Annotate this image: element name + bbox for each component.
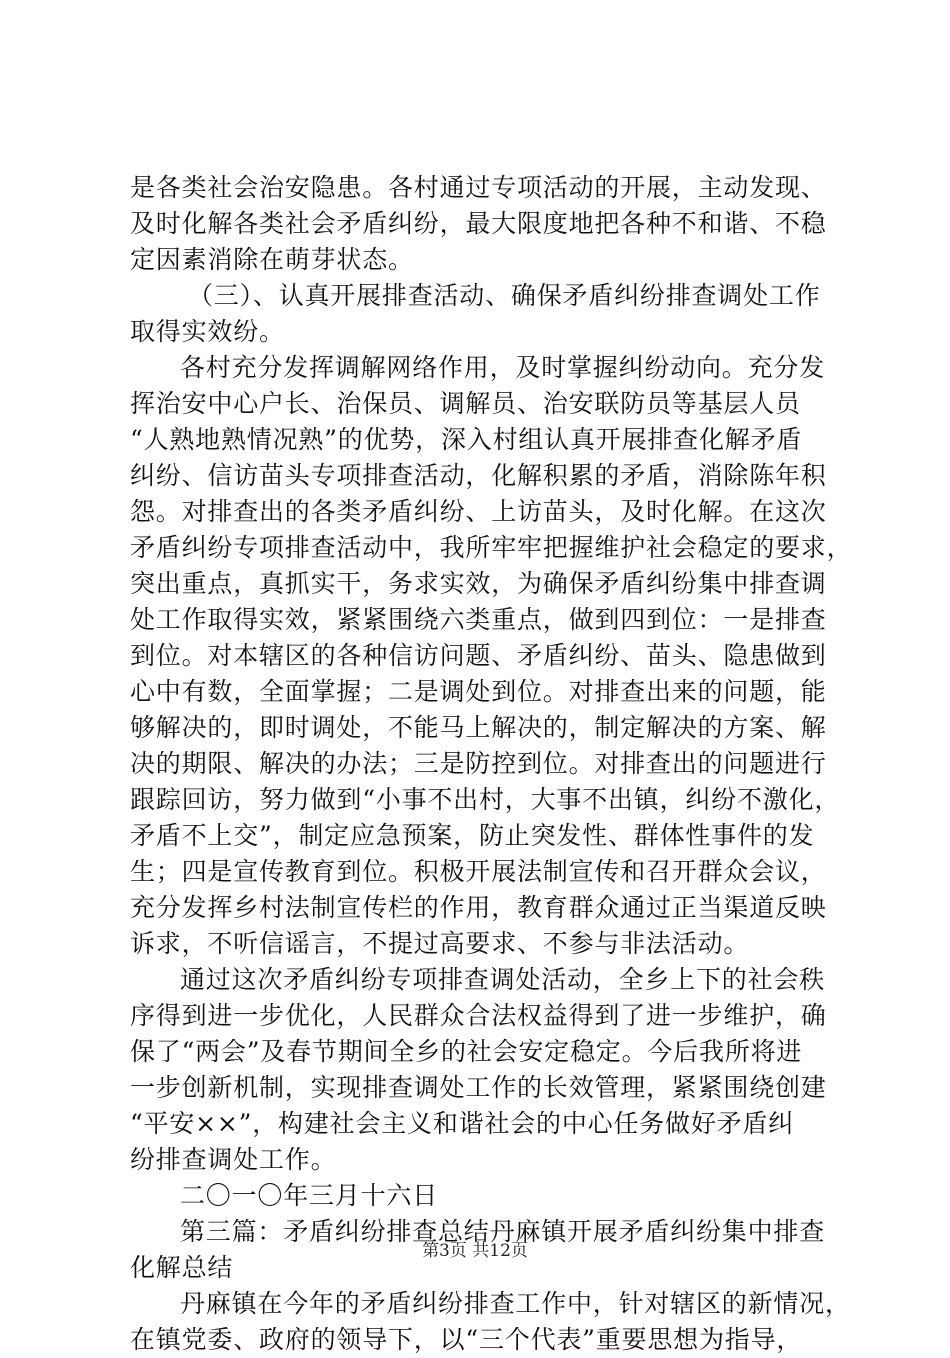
text-line: 到位。对本辖区的各种信访问题、矛盾纠纷、苗头、隐患做到 [130,641,827,670]
text-line: 够解决的，即时调处，不能马上解决的，制定解决的方案、解 [130,713,827,742]
text-line: 保了“两会”及春节期间全乡的社会安定稳定。今后我所将进 [130,1037,803,1066]
page-number-footer: 第3页 共12页 [422,1241,528,1261]
text-line: 矛盾纠纷专项排查活动中，我所牢牢把握维护社会稳定的要求， [130,533,853,562]
text-line: 跟踪回访，努力做到“小事不出村，大事不出镇，纠纷不激化， [130,785,841,814]
chapter-title-line: 化解总结 [130,1253,234,1282]
text-line: 序得到进一步优化，人民群众合法权益得到了进一步维护，确 [130,1001,827,1030]
section-heading-line: （三）、认真开展排查活动、确保矛盾纠纷排查调处工作 [188,281,821,310]
text-line: 矛盾不上交”，制定应急预案，防止突发性、群体性事件的发 [130,821,815,850]
section-heading-line: 取得实效纷。 [130,317,285,346]
text-line: 决的期限、解决的办法；三是防控到位。对排查出的问题进行 [130,749,827,778]
text-line: 处工作取得实效，紧紧围绕六类重点，做到四到位：一是排查 [130,605,827,634]
text-line: 纷排查调处工作。 [130,1145,337,1174]
text-line: 各村充分发挥调解网络作用，及时掌握纠纷动向。充分发 [180,353,826,382]
text-line: 通过这次矛盾纠纷专项排查调处活动，全乡上下的社会秩 [180,965,826,994]
text-line: 纠纷、信访苗头专项排查活动，化解积累的矛盾，消除陈年积 [130,461,827,490]
text-line: 心中有数，全面掌握；二是调处到位。对排查出来的问题，能 [130,677,827,706]
text-line: 在镇党委、政府的领导下，以“三个代表”重要思想为指导， [130,1325,803,1354]
document-body [130,170,853,1358]
chapter-title-line: 第三篇：矛盾纠纷排查总结丹麻镇开展矛盾纠纷集中排查 [180,1217,826,1246]
text-line: 怨。对排查出的各类矛盾纠纷、上访苗头，及时化解。在这次 [130,497,827,526]
text-line: 生；四是宣传教育到位。积极开展法制宣传和召开群众会议， [130,857,827,886]
text-line: 及时化解各类社会矛盾纠纷，最大限度地把各种不和谐、不稳 [130,209,827,238]
text-line: 一步创新机制，实现排查调处工作的长效管理，紧紧围绕创建 [130,1073,827,1102]
date-line: 二〇一〇年三月十六日 [180,1181,439,1210]
text-line: 是各类社会治安隐患。各村通过专项活动的开展，主动发现、 [130,173,827,202]
text-line: 充分发挥乡村法制宣传栏的作用，教育群众通过正当渠道反映 [130,893,827,922]
text-line: “人熟地熟情况熟”的优势，深入村组认真开展排查化解矛盾 [130,425,803,454]
text-line: “平安××”，构建社会主义和谐社会的中心任务做好矛盾纠 [130,1109,795,1138]
text-line: 丹麻镇在今年的矛盾纠纷排查工作中，针对辖区的新情况， [180,1289,851,1318]
text-line: 挥治安中心户长、治保员、调解员、治安联防员等基层人员 [130,389,801,418]
text-line: 诉求，不听信谣言，不提过高要求、不参与非法活动。 [130,929,750,958]
text-line: 定因素消除在萌芽状态。 [130,245,414,274]
text-line: 突出重点，真抓实干，务求实效，为确保矛盾纠纷集中排查调 [130,569,827,598]
